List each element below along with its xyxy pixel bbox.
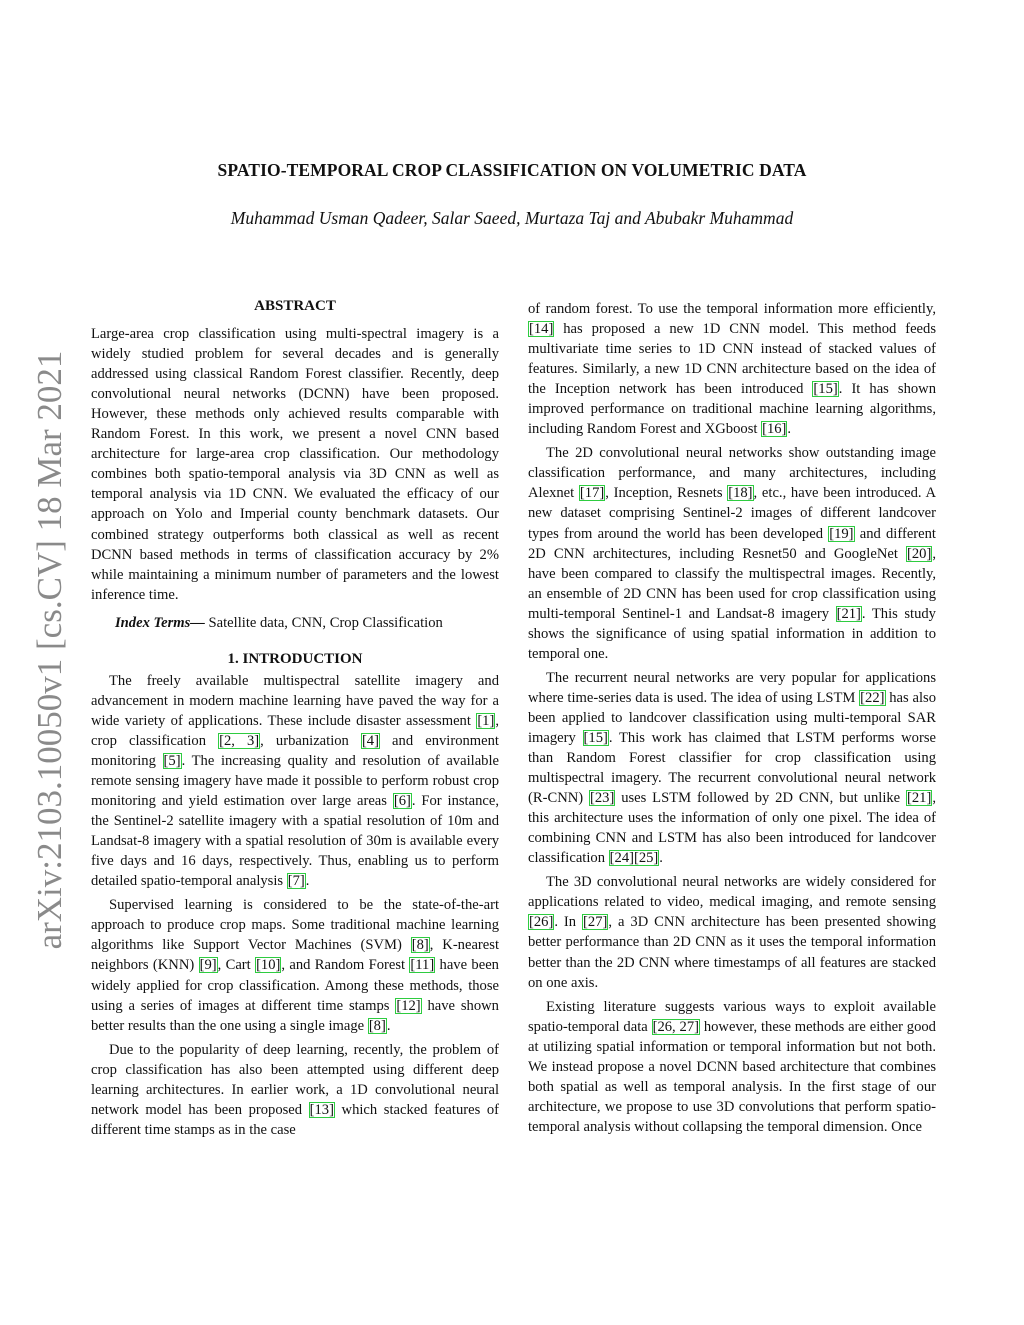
citation-link[interactable]: [12]: [396, 997, 421, 1014]
citation-link[interactable]: [7]: [287, 873, 305, 890]
citation-link[interactable]: [27]: [583, 914, 608, 931]
paragraph-text: , this architecture uses the information of only one pixel. The idea of combining CNN and LSTM has also been introduced for landcover classification: [528, 790, 936, 867]
paragraph-text: The 2D convolutional neural networks show outstanding image classification performance, and many architectures, including Alexnet: [528, 445, 936, 502]
paragraph-text: .: [305, 873, 310, 890]
paragraph-text: . For instance, the Sentinel-2 satellite imagery with a spatial resolution of 10m and Landsat-8 imagery with a spatial resolution of 30m is available every five days and 16 days, respectively. Thus, enabling us to perform detailed spatio-temporal analysis: [91, 793, 499, 890]
citation-link[interactable]: [9]: [199, 957, 217, 974]
paragraph-text: which stacked features of different time stamps as in the case: [91, 1101, 500, 1138]
citation-link[interactable]: [26]: [529, 914, 554, 931]
arxiv-identifier: [20, 350, 80, 950]
citation-link[interactable]: [10]: [256, 957, 281, 974]
paragraph-text: however, these methods are either good at utilizing spatial information or temporal information but not both. We instead propose a novel DCNN based architecture that combines both spatial as well as temporal analysis. In the first stage of our architecture, we propose to use 3D convolutions that perform spatio-temporal analysis without collapsing the temporal dimension. Once: [528, 1018, 936, 1135]
citation-link[interactable]: [15]: [813, 381, 838, 398]
paragraph-text: has proposed a new 1D CNN model. This method feeds multivariate time series to 1D CNN instead of stacked values of features. Similarly, a new 1D CNN architecture based on the idea of the Inception network has been introduced: [528, 321, 936, 398]
paragraph-text: uses LSTM followed by 2D CNN, but unlike: [615, 790, 907, 807]
index-terms: [91, 613, 499, 633]
citation-link[interactable]: [16]: [762, 421, 787, 438]
citation-link[interactable]: [6]: [393, 793, 411, 810]
paragraph-text: The 3D convolutional neural networks are widely considered for applications related to video, medical imaging, and remote sensing: [528, 874, 936, 911]
arxiv-identifier-text: arXiv:2103.10050v1 [cs.CV] 18 Mar 2021: [30, 350, 69, 950]
abstract-heading: ABSTRACT: [254, 298, 336, 314]
citation-link[interactable]: [21]: [836, 605, 861, 622]
paragraph-text: . It has shown improved performance on traditional machine learning algorithms, including Random Forest and XGboost: [528, 381, 936, 438]
paragraph-text: .: [787, 421, 792, 438]
citation-link[interactable]: [2, 3]: [219, 732, 260, 749]
citation-link[interactable]: [11]: [410, 957, 435, 974]
index-terms-values: Satellite data, CNN, Crop Classification: [208, 614, 443, 631]
abstract-text: Large-area crop classification using multi-spectral imagery is a widely studied problem for several decades and is generally addressed using classical Random Forest classifier. Recently, deep convolutional neural networks (DCNN) have been proposed. However, these methods only achieved results comparable with Random Forest. In this work, we present a novel CNN based architecture for large-area crop classification. Our methodology combines both spatio-temporal analysis via 3D CNN as well as temporal analysis via 1D CNN. We evaluated the efficacy of our approach on Yolo and Imperial county benchmark datasets. Our combined strategy outperforms both classical as well as recent DCNN based methods in terms of classification accuracy by 2% while maintaining a minimum number of parameters and the lowest inference time.: [91, 326, 499, 603]
paragraph-text: . This work has claimed that LSTM performs worse than Random Forest classifier for crop classification using multispectral imagery. The recurrent convolutional neural network (R-CNN): [528, 729, 936, 807]
citation-link[interactable]: [21]: [907, 790, 932, 807]
intro-paragraph-7: [528, 997, 936, 1137]
citation-link[interactable]: [8]: [368, 1017, 386, 1034]
citation-link[interactable]: [22]: [860, 689, 885, 706]
citation-link[interactable]: [17]: [579, 485, 605, 502]
citation-link[interactable]: [14]: [529, 321, 554, 338]
intro-paragraph-3: [91, 1040, 499, 1140]
citation-link[interactable]: [8]: [411, 937, 429, 954]
paragraph-text: , etc., have been introduced. A new dataset comprising Sentinel-2 images of different landcover types from around the world has been developed: [528, 485, 936, 542]
paragraph-text: . The increasing quality and resolution of available remote sensing imagery have made it possible to perform robust crop monitoring and yield estimation over large areas: [91, 752, 499, 810]
citation-link[interactable]: [5]: [163, 752, 181, 769]
citation-link[interactable]: [18]: [728, 485, 753, 502]
right-column: [528, 299, 936, 1137]
intro-paragraph-2: [91, 895, 499, 1035]
paper-authors: Muhammad Usman Qadeer, Salar Saeed, Murtaza Taj and Abubakr Muhammad: [230, 208, 794, 228]
intro-paragraph-3-cont: [528, 299, 936, 439]
intro-paragraph-4: [528, 443, 936, 664]
citation-link[interactable]: [19]: [829, 525, 854, 542]
paragraph-text: of random forest. To use the temporal information more efficiently,: [528, 301, 936, 317]
paragraph-text: The recurrent neural networks are very popular for applications where time-series data is used. The idea of using LSTM: [528, 669, 936, 706]
paragraph-text: , a 3D CNN architecture has been presented showing better performance than 2D CNN as it uses the temporal information better than the 2D CNN where timestamps of all features are stacked on one axis.: [528, 914, 936, 991]
paragraph-text: have shown better results than the one using a single image: [91, 997, 499, 1034]
citation-link[interactable]: [1]: [477, 712, 495, 729]
citation-link[interactable]: [23]: [590, 790, 615, 807]
citation-link[interactable]: [13]: [309, 1101, 334, 1118]
paragraph-text: . This study shows the significance of using spatial information in addition to temporal one.: [528, 605, 936, 662]
citation-link[interactable]: [26, 27]: [652, 1018, 699, 1035]
paragraph-text: and environment monitoring: [91, 732, 499, 769]
paragraph-text: . In: [554, 914, 583, 931]
paragraph-text: Supervised learning is considered to be the state-of-the-art approach to produce crop maps. Some traditional machine learning algorithms like Support Vector Machines (SVM): [91, 897, 499, 954]
paragraph-text: Existing literature suggests various ways to exploit available spatio-temporal data: [528, 998, 936, 1035]
introduction-heading: 1. INTRODUCTION: [227, 650, 363, 667]
paragraph-text: Due to the popularity of deep learning, recently, the problem of crop classification has also been attempted using different deep learning architectures. In earlier work, a 1D convolutional neural network model has been proposed: [91, 1041, 499, 1118]
left-column: [91, 296, 499, 1140]
citation-link[interactable]: [15]: [583, 729, 608, 746]
paragraph-text: The freely available multispectral satellite imagery and advancement in modern machine learning have paved the way for a wide variety of applications. These include disaster assessment: [91, 672, 499, 729]
paragraph-text: have been widely applied for crop classification. Among these methods, those using a series of images at different time stamps: [91, 957, 499, 1014]
paragraph-text: , and Random Forest: [281, 957, 410, 974]
paragraph-text: , urbanization: [260, 732, 361, 749]
paragraph-text: .: [386, 1017, 391, 1034]
intro-paragraph-1: [91, 671, 499, 892]
intro-paragraph-6: [528, 872, 936, 992]
paragraph-text: , Inception, Resnets: [605, 485, 728, 502]
paragraph-text: .: [659, 850, 663, 867]
citation-link[interactable]: [24][25]: [609, 850, 659, 867]
paragraph-text: , have been compared to classify the multispectral images. Recently, an ensemble of 2D CNN has been used for crop classification using multi-temporal Sentinel-1 and Landsat-8 imagery: [528, 545, 936, 622]
index-terms-label: Index Terms—: [115, 614, 205, 631]
paragraph-text: and different 2D CNN architectures, including Resnet50 and GoogleNet: [528, 525, 936, 562]
paragraph-text: , Cart: [217, 957, 256, 974]
citation-link[interactable]: [20]: [907, 545, 932, 562]
paragraph-text: , crop classification: [91, 712, 499, 749]
intro-paragraph-5: [528, 668, 936, 868]
paper-title: SPATIO-TEMPORAL CROP CLASSIFICATION ON VOLUMETRIC DATA: [217, 160, 807, 180]
paragraph-text: , K-nearest neighbors (KNN): [91, 937, 499, 974]
citation-link[interactable]: [4]: [361, 732, 379, 749]
paragraph-text: has also been applied to landcover classification using multi-temporal SAR imagery: [528, 689, 936, 746]
